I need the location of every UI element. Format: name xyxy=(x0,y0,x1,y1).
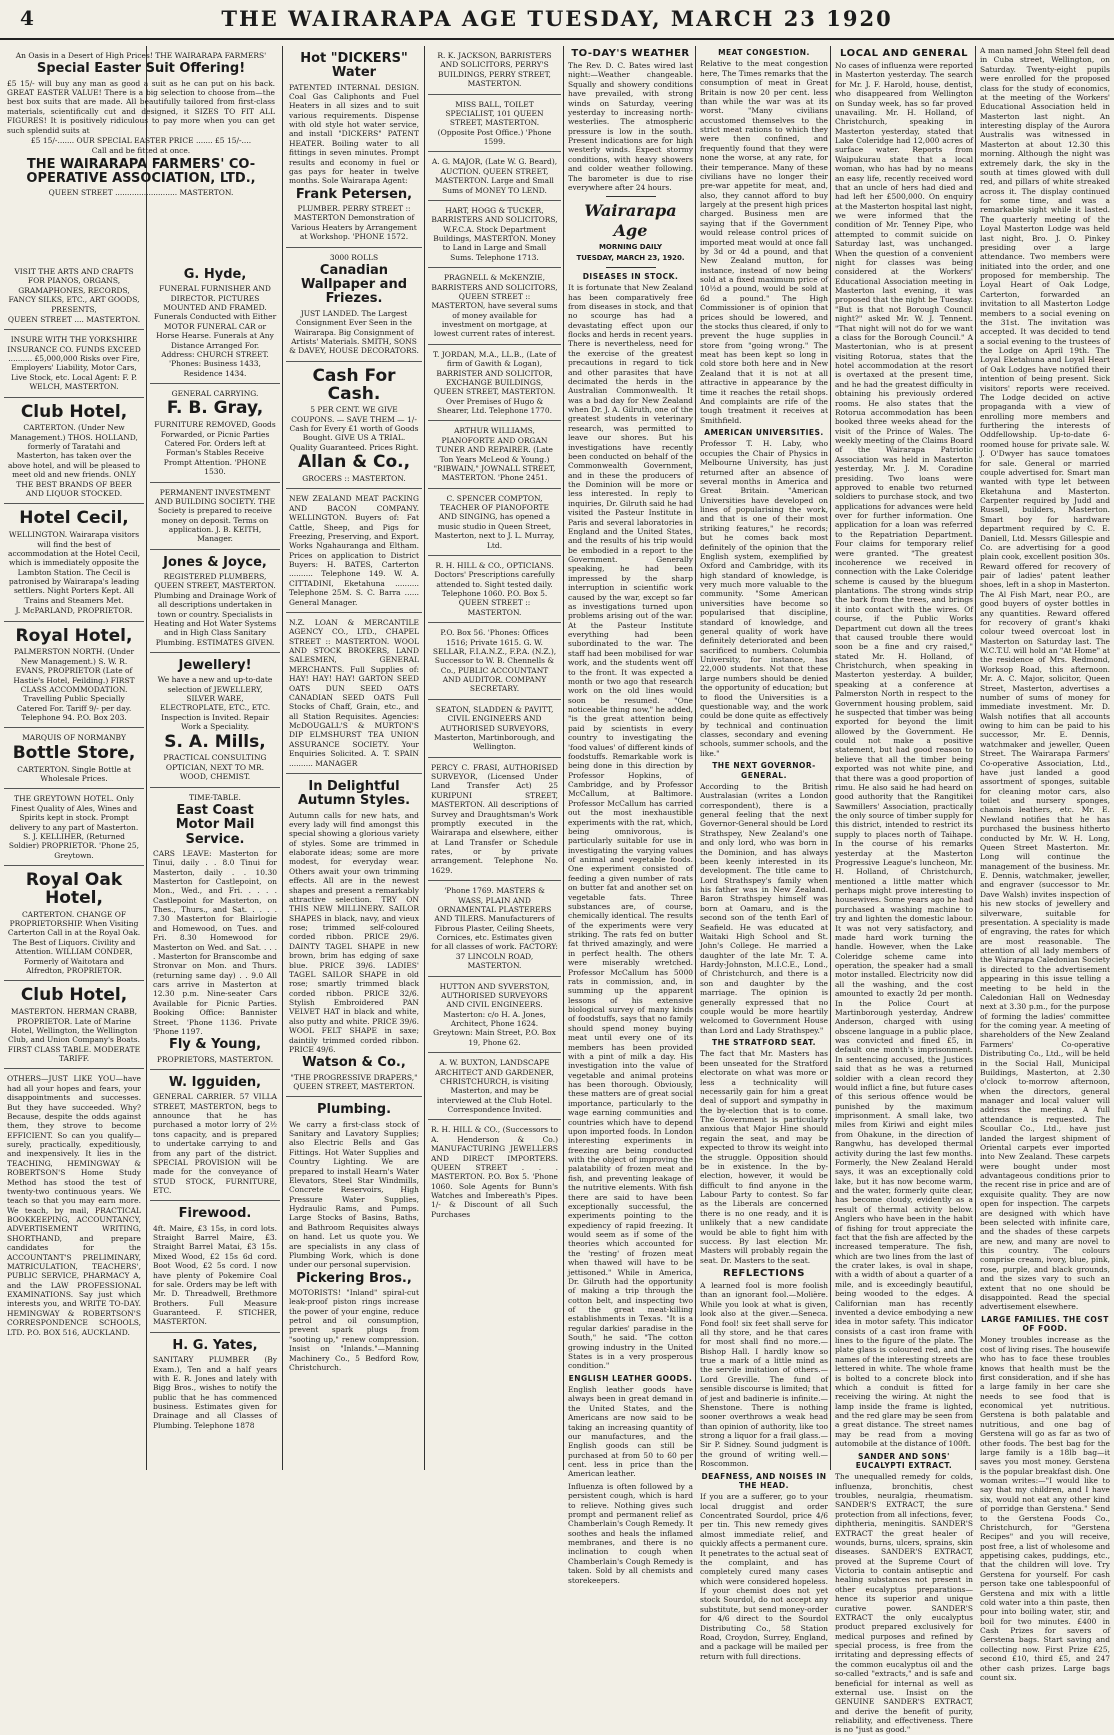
ad-heading: Royal Oak Hotel, xyxy=(25,870,123,908)
card-block xyxy=(428,489,561,556)
card-text: 'Phone 1769. MASTERS & WASS, PLAIN AND ORNAMENTAL PLASTERERS AND TILERS. Manufacturers of Fibrous Plaster, Ceiling Sheets, Cornices, etc. Estimates given for all classes of work. FACTORY: 37 LINCOLN ROAD, MASTERTON. xyxy=(431,886,558,971)
card-block xyxy=(428,623,561,700)
ad-text: Autumn calls for new hats, and every lady will find amongst this special showing a glorious variety of styles. Some are trimmed in elaborate ideas; some are more modest, for everyday wear. Others await your own trimming effects. All are in the newest shapes and present a remarkably attractive selection. TRY ON THIS NEW MILLINERY. SAILOR SHAPES in black, navy, and vieux rose; trimmed self-coloured corded ribbon. PRICE 29/6. DAINTY TAGEL SHAPE in new brown, brim has edging of saxe blue. PRICE 39/6. LADIES' TAGEL SAILOR SHAPE in old rose; smartly trimmed black corded ribbon. PRICE 32/6. Stylish Embroidered PAN VELVET HAT in black and white, also putty and white. PRICE 39/6. WOOL FELT SHAPE in saxe; daintily trimmed corded ribbon. PRICE 49/6. xyxy=(289,810,419,1054)
ad-heading: Club Hotel, xyxy=(20,401,128,422)
ad-block xyxy=(150,550,280,653)
ad-text: 5 PER CENT. WE GIVE COUPONS. — SAVE THEM — 1/- Cash for Every £1 worth of Goods Bought. GIVE US A TRIAL. Quality Guaranteed. Prices Right. xyxy=(289,405,419,452)
ad-text: QUEEN STREET .... MASTERTON. xyxy=(7,314,141,324)
weather-text: The Rev. D. C. Bates wired last night:—Weather changeable. Squally and showery conditions have prevailed, with strong winds on Saturday, veering yesterday to increasing north-westerlies. The atmospheric pressure is low in the south. Present indications are for high westerly winds. Expect stormy conditions, with heavy showers and colder weather following. The barometer is due to rise everywhere after 24 hours. xyxy=(568,61,693,192)
ad-text: 3000 ROLLS xyxy=(329,252,379,262)
ad-text: CARTERTON. CHANGE OF PROPRIETORSHIP. When Visiting Carterton Call in at the Royal Oak. The Best of Liquors. Civility and Attention. WILLIAM CONDER, Formerly of Waitotara and Alfredton, PROPRIETOR. xyxy=(7,909,141,975)
ad-heading: Royal Hotel, xyxy=(15,625,133,646)
article-text: Influenza is often followed by a persistent cough, which is hard to relieve. Nothing gives such prompt and permanent relief as Chamberlain's Cough Remedy. It soothes and heals the inflamed membranes, and there is no inclination to cough when Chamberlain's Cough Remedy is taken. Sold by all chemists and storekeepers. xyxy=(568,1481,693,1585)
article-heading: DISEASES IN STOCK. xyxy=(582,271,679,281)
card-block xyxy=(428,1120,561,1224)
card-text: C. SPENCER COMPTON, TEACHER OF PIANOFORTE AND SINGING, has opened a music studio in Queen Street, Masterton, next to J. L. Murray, Ltd. xyxy=(434,493,555,550)
article-text: A man named John Steel fell dead in Cuba street, Wellington, on Saturday. Twenty-eight pupils were enrolled for the proposed class for the study of economics, at the meeting of the Workers' Educational Association held in Masterton last night. An interesting display of the Aurora Australis was witnessed in Masterton at about 12.30 this morning. Although the night was extremely dark, the sky in the south at times glowed with dull red, and pillars of white streaked across it. The display continued for some time, and was a remarkable sight while it lasted. The quarterly meeting of the Loyal Masterton Lodge was held last night, Bro. J. O. Pinkey presiding over a large attendance. Two members were initiated into the order, and one proposed for membership. The Loyal Heart of Oak Lodge, Carterton, forwarded an invitation to all Masterton Lodge members to a social evening on the 31st. The invitation was accepted. It was decided to tend a social evening to the trustees of the Lodge on April 19th. The Loyal Eketahuna and Loyal Heart of Oak Lodges have notified their intention of being present. Sick visitors' reports were received. The Lodge decided on active propaganda with a view of enrolling more members and furthering the interests of Oddfellowship. Up-to-date 6-roomed house for private sale. W. J. O'Dwyer has sauce tomatoes for sale. General or married couple advertised for. Smart man wanted with type let between Eketahuna and Masterton. Carpenter required by Judd and Russell, builders, Masterton. Smart boy for hardware department required by C. E. Daniell, Ltd. Messrs Gillespie and Co. are advertising for a good plain cook, excellent position 30s. Reward offered for recovery of pair of ladies' patent leather shoes, left in a shop in Masterton. The Al Fish Mart, near P.O., are good buyers of oyster bottles in any quantities. Reward offered for recovery of grant's khaki colour tweed overcoat lost in Masterton on Saturday last. The W.C.T.U. will hold an "At Home" at the residence of Mrs. Redmond, Worksop Road, this afternoon. Mr. A. C. Major, solicitor, Queen Street, Masterton, advertises a number of sums of money for immediate investment. Mr. D. Walsh notifies that all accounts owing to him can be paid to his successor, Mr. E. Dennis, watchmaker and jeweller, Queen Street. The Wairarapa Farmers' Co-operative Association, Ltd., have just landed a good assortment of sponges, suitable for cleaning motor cars, also toilet and nursery sponges, chamois leathers, etc. Mr. E. Newland notifies that he has purchased the business hitherto conducted by Mr. W. H. Long, Queen Street Masterton. Mr. Long will continue the management of the business. Mr. E. Dennis, watchmaker, jeweller, and engraver (successor to Mr. Dave Walsh) invites inspection of his new stocks of jewellery and silverware, suitable for presentation. A speciality is made of engraving, the rates for which are most reasonable. The attention of all lady members of the Wairarapa Caledonian Society is directed to the advertisement appearing in this issue telling a meeting to be held in the Caledonian Hall on Wednesday next at 3.30 p.m., for the purpose of forming the ladies' committee for the coming year. A meeting of shareholders of the New Zealand Farmers' Co-operative Distributing Co., Ltd., will be held in the Social Hall, Municipal Buildings, Masterton, at 2.30 o'clock to-morrow afternoon, when the directors, general manager and local valuer will address the meeting. A full attendance is requested. The Scoullar Co., Ltd., have just landed the largest shipment of Oriental carpets ever imported into New Zealand. These carpets were bought under most advantageous conditions prior to the recent rise in price and are of exquisite quality. They are now open for inspection. The carpets are designed with which have been selected with infinite care, and the shades of these carpets are new, and many are novel to this country. The colours comprise cream, ivory, blue, pink, rose, purple, and black grounds, and the sizes vary to such an extent that no one should be disappointed. Read the special advertisement elsewhere. xyxy=(980,46,1110,1312)
card-block xyxy=(428,201,561,268)
ad-heading: Jewellery! xyxy=(178,658,252,674)
column-rule xyxy=(830,46,831,1470)
ad-call: Call and be fitted at once. xyxy=(91,146,191,156)
card-text: PERCY C. FRASI, AUTHORISED SURVEYOR, (Licensed Under Land Transfer Act) 25 KURIPUNI STREET, MASTERTON. All descriptions of Survey and Draughtsman's Work promptly executed in the Wairarapa and elsewhere, either at Land Transfer or Schedule rates, or by private arrangement. Telephone No. 1629. xyxy=(431,762,558,875)
ad-heading: Watson & Co., xyxy=(302,1055,406,1071)
ad-text: We have a new and up-to-date selection of JEWELLERY, SILVER WARE, ELECTROPLATE, ETC., ETC. Inspection is Invited. Repair Work a Speciality. xyxy=(157,675,273,732)
ad-text: VISIT THE ARTS AND CRAFTS FOR PIANOS, ORGANS, GRAMAPHONES, RECORDS, FANCY SILKS, ETC., ART GOODS, PRESENTS, xyxy=(8,267,140,314)
article-heading: SANDER AND SONS' EUCALYPTI EXTRACT. xyxy=(855,1451,953,1470)
ad-body: £5 15/- will buy any man as good a suit as he can put on his back. GREAT EASTER VALUE! There is a big selection to choose from—the best box suits that are made. All beautifully tailored from first-class materials, scientifically cut and designed, it SIZES TO FIT ALL FIGURES! It is positively ridiculous to pay more when you can get such splendid suits at xyxy=(7,78,275,135)
ad-text: WELLINGTON. Wairarapa visitors will find the best of accommodation at the Hotel Cecil, which is immediately opposite the Lambton Station. The Cecil is patronised by Wairarapa's leading settlers. Night Porters Kept. All Trains and Steamers Met. xyxy=(8,530,140,605)
column-5 xyxy=(568,46,693,1585)
ad-text: GENERAL CARRYING. xyxy=(171,389,259,399)
ad-text: 4ft. Maire, £3 15s, in cord lots. Straight Barrel Maire, £3. Straight Barrel Matai, £3 15s. Mixed Wood, £2 15s 6d cord. Boot Wood, £2 5s cord. I now have plenty of Pokemire Coal for sale. Orders may be left with Mr. D. Threadwell, Brethmore Brothers. Full Measure Guaranteed. F. STICHER, MASTERTON. xyxy=(153,1223,277,1327)
ad-block xyxy=(286,774,422,1097)
ad-block xyxy=(4,622,144,729)
ad-text: NEW ZEALAND MEAT PACKING AND BACON COMPANY. WELLINGTON. Buyers of: Fat Cattle, Sheep, and Pigs for Freezing, Preserving, and Export. Works Ngahauranga and Eltham. Prices on application to District Buyers: H. BATES, Carterton .......... Telephone 149. W. A. CITTADINI, Eketahuna .......... Telephone 25M. S. C. Barra ...... General Manager. xyxy=(289,494,419,607)
ad-heading: East Coast Motor Mail Service. xyxy=(175,802,255,847)
ad-block xyxy=(4,728,144,789)
article-text: According to the British Australasian (writes a London correspondent), there is a general feeling that the next Governor-General should be Lord Strathspey, New Zealand's one and only lord, who was born in the Dominion, and has always been keenly interested in its development. The title came to Lord Strathspey's family when his father was in New Zealand. Baron Strathspey himself was born at Oamaru, and is the second son of the tenth Earl of Seafield. He was educated at Waitaki High School and St. John's College. He married a daughter of the late Mr. T. A. Hardy-Johnston, M.I.C.E., Lond., of Christchurch, and there is a son and daughter by the marriage. The opinion is generally expressed that no couple would be more heartily welcomed to Government House than Lord and Lady Strathspey." xyxy=(700,781,828,1035)
ad-intro: An Oasis in a Desert of High Prices! THE WAIRARAPA FARMERS' xyxy=(15,51,267,60)
ad-text: PRACTICAL CONSULTING OPTICIAN, NEXT TO MR. WOOD, CHEMIST. xyxy=(163,753,267,782)
ad-block xyxy=(150,788,280,1070)
reflections-heading: REFLECTIONS xyxy=(722,1268,806,1279)
ad-text: N.Z. LOAN & MERCANTILE AGENCY CO., LTD., CHAPEL STREET :: MASTERTON. WOOL AND STOCK BROKERS, LAND SALESMEN, GENERAL MERCHANTS. Full Supplies of: HAY! HAY! HAY! GARTON SEED OATS DUN SEED OATS CANADIAN SEED OATS Full Stocks of Chaff, Grain, etc., and all Station Requisites. Agencies: McDOUGALL'S & MURTON'S DIP ELMSHURST TEA UNION ASSURANCE SOCIETY. Your Enquiries Solicited. A. T. SPAIN .......... MANAGER xyxy=(289,617,419,768)
ad-block xyxy=(150,1201,280,1332)
ad-block xyxy=(286,613,422,774)
article-heading: THE NEXT GOVERNOR-GENERAL. xyxy=(712,761,816,780)
article-heading: MEAT CONGESTION. xyxy=(718,48,810,57)
ad-heading: Club Hotel, xyxy=(20,985,128,1006)
ad-text: REGISTERED PLUMBERS, QUEEN STREET, MASTERTON. Plumbing and Drainage Work of all descriptions undertaken in town or country. Specialists in Heating and Hot Water Systems and in High Class Sanitary Plumbing. ESTIMATES GIVEN. xyxy=(153,572,277,647)
card-block xyxy=(428,421,561,488)
ad-company: THE WAIRARAPA FARMERS' CO-OPERATIVE ASSOCIATION, LTD., xyxy=(26,156,256,186)
newspaper-title: THE WAIRARAPA AGE TUESDAY, MARCH 23 1920 xyxy=(221,6,893,31)
page-number: 4 xyxy=(20,6,34,30)
separator xyxy=(606,267,656,268)
ad-heading: Jones & Joyce, xyxy=(163,554,267,570)
card-text: A. W. BUXTON, LANDSCAPE ARCHITECT AND GARDENER, CHRISTCHURCH, is visiting Masterton, and may be interviewed at the Club Hotel. Correspondence Invited. xyxy=(435,1058,554,1114)
ad-block xyxy=(150,653,280,788)
ad-headline: Special Easter Suit Offering! xyxy=(36,61,246,77)
column-1 xyxy=(4,262,144,1470)
ad-text: PERMANENT INVESTMENT AND BUILDING SOCIETY. THE Society is prepared to receive money on deposit. Terms on application. J. B. KEITH, Manager. xyxy=(154,487,276,544)
local-general-heading: LOCAL AND GENERAL xyxy=(840,48,968,59)
ad-address: QUEEN STREET .......................... MASTERTON. xyxy=(48,188,234,198)
ad-block xyxy=(4,262,144,330)
ad-heading: Bottle Store, xyxy=(12,742,136,763)
ad-text: CARS LEAVE: Masterton for Tinui, daily . . 8.0 Tinui for Masterton, daily . . 10.30 Masterton for Castlepoint, on Mon., Wed., and Fri. . . . . Castlepoint for Masterton, on Thes., Thurs., and Sat. . . . . 7.30 Masterton for Blairlogie and Homewood, on Tues. and Fri. 8.30 Homewood for Masterton on Wed. and Sat. . . . . Masterton for Branscombe and Stronvar on Mon. and Thurs. (returning same day) . . 9.0 All cars arrive in Masterton at 12.30 p.m. Nine-seater Cars Available for Picnic Parties. Booking Office: Bannister Street. 'Phone 1136. Private 'Phone 1197. xyxy=(153,848,277,1036)
column-4 xyxy=(428,46,561,1470)
article-text: It is fortunate that New Zealand has been comparatively free from diseases in stock, and that no scourge has had a devastating effect upon our flocks and herds in recent years. There is nevertheless, need for the exercise of the greatest precautions in regard to tick and other parasites that have decimated the herds in the Australian Commonwealth. It was a bad day for New Zealand when Dr. J. A. Gilruth, one of the greatest students in veterinary research, was permitted to leave our shores. But his investigations have recently been conducted on behalf of the Commonwealth Government, and in these the producers of the Dominion will be more or less interested. In reply to inquiries, Dr. Gilruth said he had visited the Pasteur Institute in Paris and several laboratories in England and the United States, and the results of his trip would be embodied in a report to the Government. Generally speaking, he had been impressed by the sharp interruption in scientific work caused by the war, except so far as investigations turned upon problems arising out of the war. At the Pasteur Institute everything had been subordinated to the war. The staff had been mobilised for war work, and the students went off to the front. It was expected a month or two ago that research work on the old lines would soon be resumed. "One noticeable thing now," he added, "is the great attention being paid by scientists in every country to investigating the 'food values' of different kinds of foodstuffs. Remarkable work is being done in this direction by Professor Hopkins, of Cambridge, and by Professor McCallum, at Baltimore. Professor McCallum has carried out the most inexhaustible experiments with the rat, which, being omnivorous, is particularly suitable for use in investigating the varying values of animal and vegetable foods. One experiment consisted of feeding a given number of rats on butter fat and another set on vegetable fats. Three substances are, of course, chemically identical. The results of the experiments were very striking. The rats fed on butter fat thrived amazingly, and were in perfect health. The others were miserably wretched. Professor McCallum has 5000 rats in commission, and, in summing up the apparent lessons of his extensive biological survey of many kinds of foodstuffs, says that no family should spend money buying meat until every one of its members has been provided with a pint of milk a day. His investigation into the value of vegetable and animal proteins has been thorough. Obviously, these matters are of great social importance, particularly to the wage earning communities and countries which have to depend upon imported foods. In London interesting experiments in freezing are being conducted with the object of improving the palatability of frozen meat and fish, and preventing leakage of the nutritive elements. With fish there are said to have been exceptionally successful, the experiments pointing to the expediency of rapid freezing. It would seem as if some of the theories which accounted for the 'resting' of frozen meat when thawed will have to be jettisoned." While in America, Dr. Gilruth had the opportunity of making a trip through the cotton belt, and inspecting two of the great meat-killing establishments in Texas. "It is a regular darkies' paradise in the South," he said. "The cotton growing industry in the United States is in a very prosperous condition." xyxy=(568,283,693,1371)
ad-block xyxy=(150,384,280,482)
separator xyxy=(606,196,656,197)
card-block xyxy=(428,700,561,758)
farmers-easter-suit-ad xyxy=(4,46,278,260)
ad-text: MARQUIS OF NORMANBY xyxy=(22,733,126,743)
ad-text: JUST LANDED. The Largest Consignment Ever Seen in the Wairarapa. Big Consignment of Artists' Materials. SMITH, SONS & DAVEY, HOUSE DECORATORS. xyxy=(289,308,419,356)
ad-heading: W. Igguiden, xyxy=(168,1075,262,1091)
ad-block xyxy=(286,1097,422,1377)
card-text: PRAGNELL & McKENZIE, BARRISTERS AND SOLICITORS, QUEEN STREET :: MASTERTON, have several sums of money available for investment on mortgage, at lowest current rates of interest. xyxy=(431,273,558,339)
article-text: Professor T. H. Laby, who occupies the Chair of Physics in Melbourne University, has just returned after an absence of several months in America and Great Britain. "American Universities have developed on lines of popularising the work, and that is one of their most striking features," he records; but he comes back most definitely of the opinion that the English system, exemplified by Oxford and Cambridge, with its high standard of knowledge, is very much more valuable to the community. "Some American universities have become so popularised that discipline, standard of knowledge, and general quality of work have definitely deteriorated and been sacrificed to numbers. Columbia University, for instance, has 22,000 students. Not that these large numbers should be denied the opportunity of education; but to flood the Universities is a questionable way, and the work could be done quite as effectively by technical and continuation classes, secondary and evening schools, summer schools, and the like." xyxy=(700,439,828,758)
card-text: T. JORDAN, M.A., LL.B., (Late of firm of Gawith & Logan), BARRISTER AND SOLICITOR, EXCHANGE BUILDINGS, QUEEN STREET, MASTERTON. Over Premises of Hugo & Shearer, Ltd. Telephone 1770. xyxy=(433,349,556,415)
ad-heading: Hot "DICKERS" Water xyxy=(300,51,408,81)
ad-heading: Canadian Wallpaper and Friezes. xyxy=(300,262,408,307)
article-text: English leather goods have always been in great demand in the United States, and the Americans are now said to be taking an increasing quantity of our manufactures, and the English goods can still be purchased at from 50 to 60 per cent. less in price than the American leather. xyxy=(568,1385,693,1479)
ad-text: FURNITURE REMOVED, Goods Forwarded, or Picnic Parties Catered For. Orders left at Forman's Stables Receive Prompt Attention. 'PHONE 1530. xyxy=(154,420,276,477)
column-7 xyxy=(835,46,973,1735)
ad-text: GROCERS :: MASTERTON. xyxy=(302,474,406,484)
column-2 xyxy=(150,262,280,1470)
card-block xyxy=(428,881,561,976)
card-text: A. G. MAJOR, (Late W. G. Beard), AUCTION. QUEEN STREET, MASTERTON. Large and Small Sums of MONEY TO LEND. xyxy=(431,157,558,195)
article-text: The fact that Mr. Masters has been unseated for the Stratford electorate on what was more or less a technicality will necessarily gain for him a great deal of support and sympathy in the by-election that is to come. The Government is particularly anxious that Major Hine should regain the seat, and may be expected to throw its weight into the struggle. Opposition should be in existence. In the by-election, however, it would be difficult to find anyone in the Labour Party to contest. So far as the Liberals are concerned there is no one ready, and it is unlikely that a new candidate would be able to fight him with success. By last election Mr. Masters will probably regain the seat. Dr. Masters to the seat. xyxy=(700,1049,828,1265)
article-text: If you are a sufferer, go to your local druggist and order Concentrated Sourdol, price 4/6 per tin. This new remedy gives almost immediate relief, and quickly affects a permanent cure. It penetrates to the actual seat of the complaint, and has completely cured many cases which were considered hopeless. If your chemist does not yet stock Sourdol, do not accept any substitute, but send money-order for 4/6 direct to the Sourdol Distributing Co., 58 Station Road, Croydon, Surrey, England, and a package will be mailed per return with full directions. xyxy=(700,1492,828,1661)
column-rule xyxy=(424,46,425,1470)
card-text: HART, HOGG & TUCKER, BARRISTERS AND SOLICITORS, W.F.C.A. Stock Department Buildings, MASTERTON. Money to Land in Large and Small Sums. Telephone 1713. xyxy=(431,205,558,262)
paper-masthead-date: TUESDAY, MARCH 23, 1920. xyxy=(576,254,685,262)
card-text: ARTHUR WILLIAMS, PIANOFORTE AND ORGAN TUNER AND REPAIRER. (Late Ton Years McLeod & Young.) "RIBWAIN," JOWNALL STREET, MASTERTON. 'Phone 2451. xyxy=(433,426,556,483)
ad-block xyxy=(4,981,144,1069)
card-text: R. H. HILL & CO., (Successors to A. Henderson & Co.) MANUFACTURING JEWELLERS AND DIRECT IMPORTERS. QUEEN STREET . . . MASTERTON. P.O. Box 5. 'Phone 1060. Sole Agents for Bunn's Watches and Imbereath's Pipes. 1/- & Discount of all Such Purchases xyxy=(431,1125,558,1219)
ad-text: CARTERTON. (Under New Management.) THOS. HOLLAND, formerly of Taratahi and Masterton, has taken over the above hotel, and will be pleased to meet old and new friends. ONLY THE BEST BRANDS OF BEER AND LIQUOR STOCKED. xyxy=(7,423,141,498)
column-6 xyxy=(700,46,828,1661)
ad-block xyxy=(286,362,422,490)
card-text: HUTTON AND SYVERSTON, AUTHORISED SURVEYORS AND CIVIL ENGINEERS. Masterton: c/o H. A. Jones, Architect, Phone 1624. Greytown: Main Street, P.O. Box 19, Phone 62. xyxy=(433,981,556,1047)
paper-masthead-sub: MORNING DAILY xyxy=(598,243,663,252)
ad-block xyxy=(150,1333,280,1435)
ad-heading: Pickering Bros., xyxy=(296,1270,412,1286)
article-text: Money troubles increase as the cost of living rises. The housewife who has to face these troubles knows that health must be the first consideration, and if she has a large family in her care she needs to see food that is economical yet nutritious. Gerstena is both palatable and nutritious, and one bag of Gerstena will go as far as two of other foods. The best bag for the large family is a 18lb bag—it saves you most money. Gerstena is the popular breakfast dish. One woman writes:—"I would like to say that my children, and I have six, would not eat any other kind of porridge than Gerstena." Send to the Gerstena Foods Co., Christchurch, for "Gerstena Recipes" and you will receive, post free, a list of wholesome and appetising cakes, puddings, etc., that the children will love. Try Gerstena for yourself. For cash person take one tablespoonful of Gerstena and mix with a little cold water into a thin paste, then pour into boiling water, stir, and boil for two minutes. £400 in Cash Prizes for savers of Gerstena bags. Start saving and collecting now. First Prize £25, second £10, third £5, and 247 other cash prizes. Large bags count six. xyxy=(980,1335,1110,1682)
column-rule xyxy=(282,46,283,1470)
ad-price: £5 15/-....... OUR SPECIAL EASTER PRICE ....... £5 15/-.... xyxy=(30,135,252,145)
ad-heading: F. B. Gray, xyxy=(166,398,264,419)
ad-heading: Fly & Young, xyxy=(168,1037,262,1053)
column-rule xyxy=(695,46,696,1470)
article-text: Relative to the meat congestion here, The Times remarks that the consumption of meat in Great Britain is now 20 per cent. less than while the war was at its worst. "Many civilians accustomed themselves to the strict meat rations to which they were then confined, and frequently found that they were none the worse, at any rate, for their temperance. Many of these civilians have no longer their pre-war appetite for meat, and, also, they cannot afford to buy largely at the present high prices charged. Business men are saying that if the Government would release control prices of imported meat would at once fall by 3d or 4d a pound, and that New Zealand mutton, for instance, instead of now being sold at a fixed maximum price of 10½d a pound, would be sold at 6d a pound." The High Commissioner is of opinion that prices should be lowered, and the stocks thus cleared, if only to prevent the huge supplies in store from "going wrong." The meat has been kept so long in cold store both here and in New Zealand that it is not at all attractive in appearance by the time it reaches the retail shops. And complaints are rife of the tough treatment it receives at Smithfield. xyxy=(700,59,828,425)
ad-text: We carry a first-class stock of Sanitary and Lavatory Supplies; also Electric Bells and Gas Fittings. Hot Water Supplies and Country Lighting. We are prepared to install Hearn's Water Elevators, Steel Star Windmills, Concrete Reservoirs, High Pressure Water Supplies, Hydraulic Rams, and Pumps. Large Stocks of Basins, Baths, and Bathroom Requisites always on hand. Let us quote you. We are specialists in any class of Plumbing Work, which is done under our personal supervision. xyxy=(289,1119,419,1270)
card-text: R. H. HILL & CO., OPTICIANS. Doctors' Prescriptions carefully attended to. Sight tested daily. Telephone 1060. P.O. Box 5. QUEEN STREET :: MASTERTON. xyxy=(434,560,555,617)
article-heading: AMERICAN UNIVERSITIES. xyxy=(704,428,824,437)
ad-heading: Cash For Cash. xyxy=(312,365,396,404)
card-block xyxy=(428,977,561,1054)
article-heading: DEAFNESS, AND NOISES IN THE HEAD. xyxy=(701,1471,827,1490)
article-text: No cases of influenza were reported in Masterton yesterday. The search for Mr. J. F. Harold, house, dentist, who disappeared from Wellington on Sunday week, has so far proved unavailing. Mr. H. Holland, of Christchurch, speaking in Masterton yesterday, stated that Lake Coleridge had 12,000 acres of surface water. Reports from Waipukurau state that a local woman, who has had by no means an easy life, recently received word that an uncle of hers had died and had left her £500,000. On enquiry at the Masterton hospital last night, we were informed that the condition of Mr. Tenney Pipe, who attempted to commit suicide on Saturday last, was unchanged. When the question of a convenient night for classes was being considered at the Workers' Educational Association meeting in Masterton last evening, it was proposed that the night be Tuesday. "But is that not Borough Council night?" asked Mr. W. J. Tennent. "That night will not do for we want a class for the Borough Council." A Mastertonian, who is at present visiting Rotorua, states that the hotel accommodation at the resort is overtaxed at the present time, and he had the greatest difficulty in obtaining his previously ordered rooms. He also states that the Rotorua accommodation has been booked three weeks ahead for the visit of the Prince of Wales. The weekly meeting of the Claims Board of the Wairarapa Patriotic Association was held in Masterton yesterday, Mr. J. M. Coradine presiding. Two loans were approved to enable two returned soldiers to purchase stock, and two applications for advances were held over for further information. One application for a loan was referred to the Repatriation Department. Four claims for temporary relief were granted. "The greatest incoherence we received in connection with the Lake Coleridge scheme is caused by the bluegum plantations. The strong winds strip the bark from the trees, and brings it into contact with the wires. Of course, if the Public Works Department cut down all the trees that caused trouble there would soon be a fine and cry raised," stated Mr. H. Holland, of Christchurch, when speaking in Masterton yesterday. A builder, speaking at a conference at Palmerston North in respect to the Government housing problem, said he suspected that timber was being exported for beyond the limit allowed by the Government. He could not make a positive statement, but had good reason to believe that all the timber being exported was not white pine, and that there was a good proportion of rimu. He also said he had heard on good authority that the Rangitikei Sawmillers' Association, practically the only source of timber supply for this district, intended to restrict its supply to places north of Taihape. In the course of his remarks yesterday at the Masterton Progressive League's luncheon, Mr. H. Holland, of Christchurch, mentioned a little matter which perhaps might prove interesting to housewives. Some years ago he had purchased a washing machine to try and lighten the domestic labour. It was not very satisfactory, and made hard work turning the handle. However, when the Lake Coleridge scheme came into operation, the speaker had a small motor installed. Electricity now did all the washing, and the cost amounted to exactly 2d per month. In the Police Court at Martinborough yesterday, Andrew Anderson, charged with using obscene language in a public place, was convicted and fined £5, in default one month's imprisonment. In sentencing accused, the Justices said that as he was a returned soldier with a clean record they would inflict a fine, but future cases of this serious offence would be punished by the maximum imprisonment. A small lake, two miles from Kiriwi and eight miles from Ohakune, in the direction of Rangwhu, has developed thermal activity during the last few months. Formerly, the New Zealand Herald says, it was an exceptionally cold lake, but it has now become warm, and the water, formerly quite clear, has become cloudy, evidently as a result of thermal activity below. Anglers who have been in the habit of fishing for trout appreciate the fact that the fish are affected by the increased temperature. The fish, which are two lines from the last of the crater lakes, is oval in shape, with a width of about a quarter of a mile, and is exceedingly beautiful, being wooded to the edges. A Californian man has recently invented a device embodying a new idea in motor safety. This indicator consists of a cast iron frame with lines to the figure of the plate. The plate glass is coloured red, and the names of the interesting streets are lettered in white. The whole frame is bolted to a concrete block into which a conduit is fitted for receiving the wiring. At night the lamp inside the frame is lighted, and the red glare may be seen from a great distance. The street names may be read from a moving automobile at the distance of 100ft. xyxy=(835,61,973,1449)
article-heading: THE STRATFORD SEAT. xyxy=(712,1038,816,1047)
ad-heading: Firewood. xyxy=(178,1206,252,1222)
card-text: R. K. JACKSON, BARRISTERS AND SOLICITORS, PERRY'S BUILDINGS, PERRY STREET, MASTERTON. xyxy=(437,51,552,89)
ad-text: "THE PROGRESSIVE DRAPERS," QUEEN STREET, MASTERTON. xyxy=(290,1072,418,1091)
article-text: A learned fool is more foolish than an ignorant fool.—Molière. While you look at what is given, look also at the giver.—Seneca. Fond fool! six feet shall serve for all thy store, and he that cares for most shall find no more.—Bishop Hall. I hardly know so true a mark of a little mind as the servile imitation of others.—Lord Greville. The fund of sensible discourse is limited; that of jest and badinerie is infinite.—Shenstone. There is nothing sooner overthrows a weak head than opinion of authority, like too strong a liquor for a frail glass.—Sir P. Sidney. Sound judgment is the ground of writing well.—Roscommon. xyxy=(700,1281,828,1469)
ad-block xyxy=(150,1070,280,1201)
card-block xyxy=(428,268,561,345)
ad-block xyxy=(286,248,422,362)
ad-text: INSURE WITH THE YORKSHIRE INSURANCE CO. FUNDS EXCEED .......... £5,000,000 Risks over Fire, Employers' Liability, Motor Cars, Live Stock, etc. Local Agent: F. P. WELCH, MASTERTON. xyxy=(7,335,141,392)
card-block xyxy=(428,46,561,95)
ad-heading: G. Hyde, xyxy=(183,267,247,282)
ad-heading: Hotel Cecil, xyxy=(19,508,129,529)
ad-heading: Allan & Co., xyxy=(297,452,411,473)
ad-text: THE GREYTOWN HOTEL. Only Finest Quality of Ales, Wines and Spirits kept in stock. Prompt delivery to any part of Masterton. S. J. KELLIHER, (Returned Soldier) PROPRIETOR. 'Phone 25, Greytown. xyxy=(8,794,140,860)
ad-text: PALMERSTON NORTH. (Under New Management.) S. W. R. EVANS, PROPRIETOR (Late of Hastie's Hotel, Feilding.) FIRST CLASS ACCOMMODATION. Travelling Public Specially Catered For. Tariff 9/- per day. Telephone 94. P.O. Box 203. xyxy=(13,647,135,723)
column-8 xyxy=(980,46,1110,1682)
column-rule xyxy=(975,46,976,1470)
ad-heading: S. A. Mills, xyxy=(164,731,266,752)
ad-text: MOTORISTS! "Inland" spiral-cut leak-proof piston rings increase the power of your engine, reduce petrol and oil consumption, prevent spark plugs from "sooting up," renew compression. Insist on "Inlands."—Manning Machinery Co., 5 Bedford Row, Christchurch. xyxy=(289,1287,419,1372)
ad-block xyxy=(4,866,144,981)
ad-block xyxy=(4,398,144,505)
ad-block xyxy=(4,1069,144,1342)
column-3 xyxy=(286,46,422,1470)
ad-text: PROPRIETORS, MASTERTON. xyxy=(156,1054,274,1064)
ad-block xyxy=(4,330,144,397)
ad-block xyxy=(150,262,280,384)
ad-text: MASTERTON. HERMAN CRABB, PROPRIETOR. Late of Marine Hotel, Wellington, the Wellington Club, and Union Company's Boats. FIRST CLASS TABLE. MODERATE TARIFF. xyxy=(7,1007,141,1064)
article-heading: LARGE FAMILIES. THE COST OF FOOD. xyxy=(981,1314,1109,1333)
ad-text: FUNERAL FURNISHER AND DIRECTOR. PICTURES MOUNTED AND FRAMED. Funerals Conducted with Either MOTOR FUNERAL CAR or Horse Hearse. Funerals at Any Distance Arranged For. Address: CHURCH STREET. 'Phones: Business 1433, Residence 1434. xyxy=(153,284,277,378)
card-block xyxy=(428,152,561,201)
card-text: MISS BALL, TOILET SPECIALIST, 101 QUEEN STREET, MASTERTON. (Opposite Post Office.) 'Phone 1599. xyxy=(437,99,552,146)
ad-heading: Plumbing. xyxy=(316,1102,392,1118)
ad-text: SANITARY PLUMBER (By Exam.), Ten and a half years with E. R. Jones and lately with Bigg Bros., wishes to notify the public that he has commenced business. Estimates given for Drainage and all Classes of Plumbing. Telephone 1878 xyxy=(153,1355,277,1430)
ad-block xyxy=(286,46,422,248)
article-text: The unequalled remedy for colds, influenza, bronchitis, chest troubles, neuralgia, rheumatism. SANDER'S EXTRACT, the sure protection from all infections, fever, diphtheria, meningitis. SANDER'S EXTRACT the great healer of wounds, burns, ulcers, sprains, skin diseases. SANDER'S EXTRACT, proved at the Supreme Court of Victoria to contain antiseptic and healing substances not present in other eucalyptus preparations—hence its superior and unique curative power. SANDER'S EXTRACT the only eucalyptus product prepared exclusively for medical purposes and refined by special process, is free from the irritating and depressing effects of the common eucalyptus oil and the so-called "extracts," and is safe and beneficial for internal as well as external use. Insist on the GENUINE SANDER'S EXTRACT, and derive the benefit of purity, reliability, and effectiveness. There is no "just as good." xyxy=(835,1472,973,1735)
ad-heading: H. G. Yates, xyxy=(172,1337,258,1353)
weather-heading: TO-DAY'S WEATHER xyxy=(571,48,690,59)
ad-block xyxy=(4,504,144,621)
ad-text: J. McPARLAND, PROPRIETOR. xyxy=(15,606,133,616)
ad-text: CARTERTON. Single Bottle at Wholesale Prices. xyxy=(17,764,131,783)
card-block xyxy=(428,1053,561,1120)
card-block xyxy=(428,95,561,153)
ad-text: PATENTED INTERNAL DESIGN. Coal Gas Caliphonts and Fuel Heaters in all sizes and to suit various requirements. Dispense with old style hot water service, and install "DICKERS" PATENT HEATER. Boiling water to all fittings in seven minutes. Prompt results and economy in fuel or gas pays for heater in twelve months. Sole Wairarapa Agent: xyxy=(289,82,419,186)
column-rule xyxy=(563,46,564,1470)
card-block xyxy=(428,758,561,882)
card-text: SEATON, SLADDEN & PAVITT, CIVIL ENGINEERS AND AUTHORISED SURVEYORS, Masterton, Martinborough, and Wellington. xyxy=(434,704,555,752)
ad-text: OTHERS—JUST LIKE YOU—have had all your hopes and fears, your disappointments and successes. But they have succeeded. Why? Because, despite the odds against them, they strove to become EFFICIENT. So can you qualify—surely, practically, expeditiously, and inexpensively. It lies in the TEACHING, HEMINGWAY & ROBERTSON'S Home Study Method has stood the test of twenty-two continuous years. We teach so that you may earn more. We teach, by mail, PRACTICAL BOOKKEEPING, ACCOUNTANCY, ADVERTISEMENT WRITING, SHORTHAND, and prepare candidates for the ACCOUNTANT'S PRELIMINARY, MATRICULATION, TEACHERS', PUBLIC SERVICE, PHARMACY A, and the LAW PROFESSIONAL EXAMINATIONS. Say just which interests you, and WRITE TO-DAY. HEMINGWAY & ROBERTSON'S CORRESPONDENCE SCHOOLS, LTD. P.O. BOX 516, AUCKLAND. xyxy=(7,1074,141,1337)
ad-text: TIME-TABLE. xyxy=(189,792,241,802)
article-heading: ENGLISH LEATHER GOODS. xyxy=(568,1373,693,1383)
paper-masthead-logo: Wairarapa Age xyxy=(584,201,677,241)
ad-heading: Frank Petersen, xyxy=(295,186,413,202)
ad-block xyxy=(150,483,280,550)
card-block xyxy=(428,556,561,623)
card-block xyxy=(428,345,561,422)
ad-text: PLUMBER. PERRY STREET :: MASTERTON Demonstration of Various Heaters by Arrangement at Workshop. 'PHONE 1572. xyxy=(291,204,417,242)
ad-text: GENERAL CARRIER. 57 VILLA STREET, MASTERTON, begs to announce that he has purchased a motor lorry of 2½ tons capacity, and is prepared to undertake carrying to and from any part of the district. SPECIAL PROVISION will be made for the conveyance of STUD STOCK, FURNITURE, ETC. xyxy=(153,1092,277,1196)
ad-block xyxy=(4,789,144,866)
page-masthead xyxy=(0,0,1114,40)
ad-block xyxy=(286,489,422,613)
ad-heading: In Delightful Autumn Styles. xyxy=(297,778,411,809)
card-text: P.O. Box 56. 'Phones: Offices 1516; Private 1615. G. W. SELLAR, F.I.A.N.Z., F.P.A. (N.Z.), Successor to W. B. Chennells & Co., PUBLIC ACCOUNTANT AND AUDITOR. COMPANY SECRETARY. xyxy=(432,628,557,694)
